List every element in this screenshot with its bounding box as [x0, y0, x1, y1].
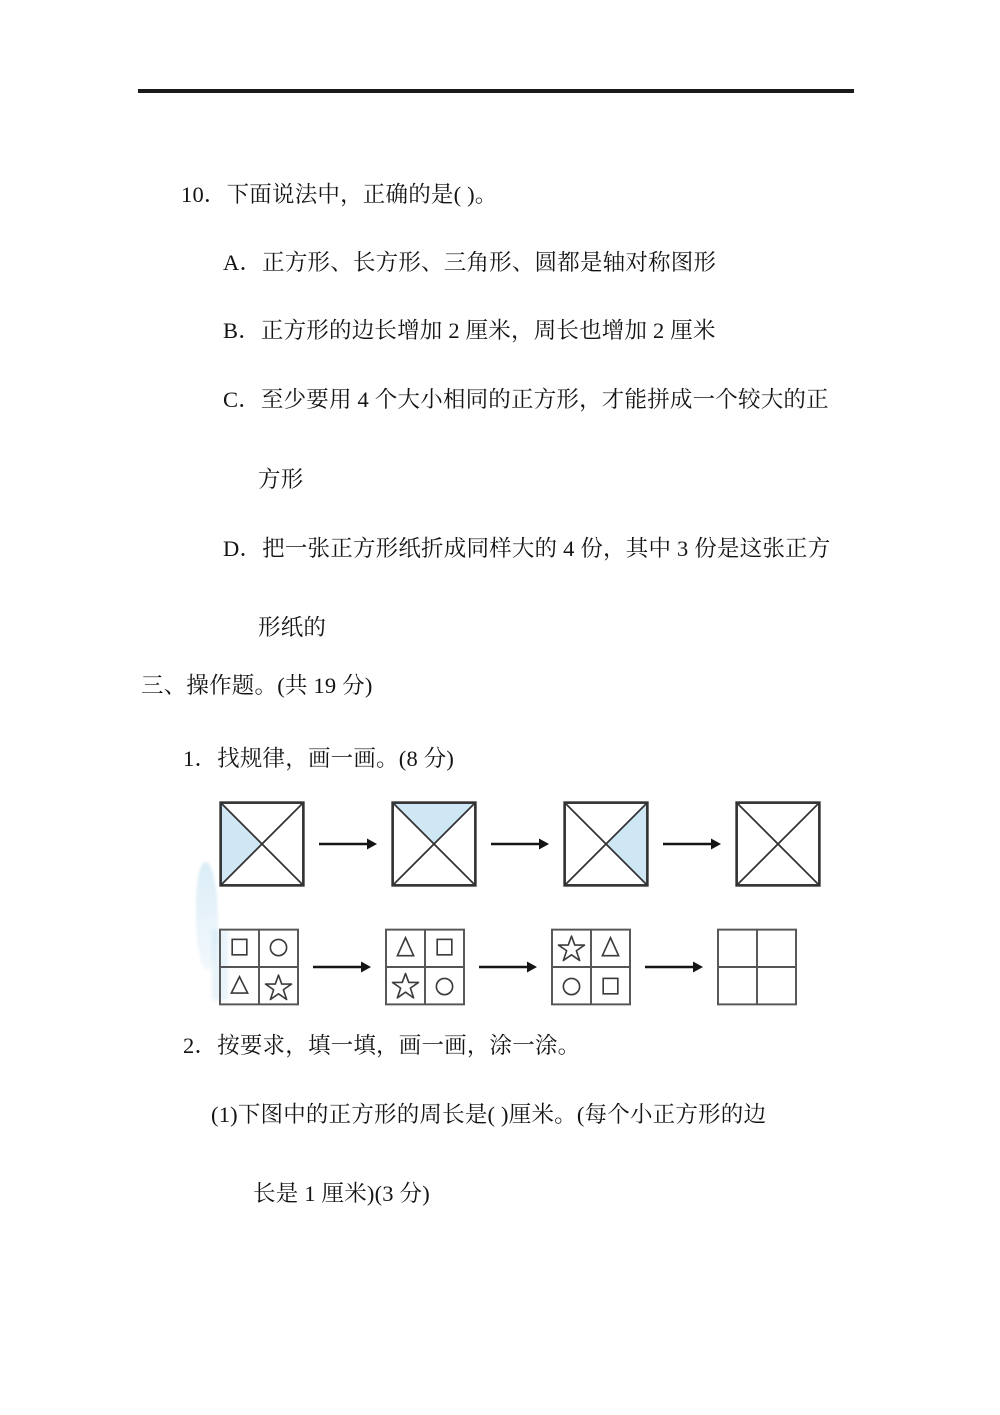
- sub-question-2-part1-line2: 长是 1 厘米)(3 分): [253, 1181, 430, 1206]
- section-3-heading: 三、操作题。(共 19 分): [141, 673, 373, 698]
- question-10-option-a: A．正方形、长方形、三角形、圆都是轴对称图形: [223, 250, 717, 275]
- pattern-row-shape-grids: [218, 928, 798, 1006]
- arrow-4: [300, 955, 384, 979]
- question-10-option-b: B．正方形的边长增加 2 厘米，周长也增加 2 厘米: [223, 318, 716, 343]
- x-square-blank-answer[interactable]: [734, 800, 822, 888]
- question-10-option-c: C．至少要用 4 个大小相同的正方形，才能拼成一个较大的正: [223, 387, 829, 412]
- question-10-option-d: D．把一张正方形纸折成同样大的 4 份，其中 3 份是这张正方: [223, 536, 831, 561]
- sub-question-1-title: 1．找规律，画一画。(8 分): [183, 746, 455, 771]
- shape-grid-blank-answer[interactable]: [716, 928, 798, 1006]
- arrow-1: [306, 832, 390, 856]
- header-rule: [138, 89, 854, 93]
- pattern-row-x-squares: [218, 800, 822, 888]
- shape-grid-1: [218, 928, 300, 1006]
- arrow-2: [478, 832, 562, 856]
- question-10-option-c-continued: 方形: [258, 467, 304, 492]
- x-square-left-shaded: [218, 800, 306, 888]
- shape-grid-3: [550, 928, 632, 1006]
- scan-watermark: [196, 862, 218, 970]
- arrow-3: [650, 832, 734, 856]
- sub-question-2-title: 2．按要求，填一填，画一画，涂一涂。: [183, 1033, 581, 1058]
- question-10-stem: 10．下面说法中，正确的是( )。: [181, 182, 498, 207]
- x-square-right-shaded: [562, 800, 650, 888]
- x-square-top-shaded: [390, 800, 478, 888]
- shape-grid-2: [384, 928, 466, 1006]
- arrow-6: [632, 955, 716, 979]
- question-10-option-d-continued: 形纸的: [258, 615, 327, 640]
- sub-question-2-part1-line1: (1)下图中的正方形的周长是( )厘米。(每个小正方形的边: [211, 1102, 767, 1127]
- arrow-5: [466, 955, 550, 979]
